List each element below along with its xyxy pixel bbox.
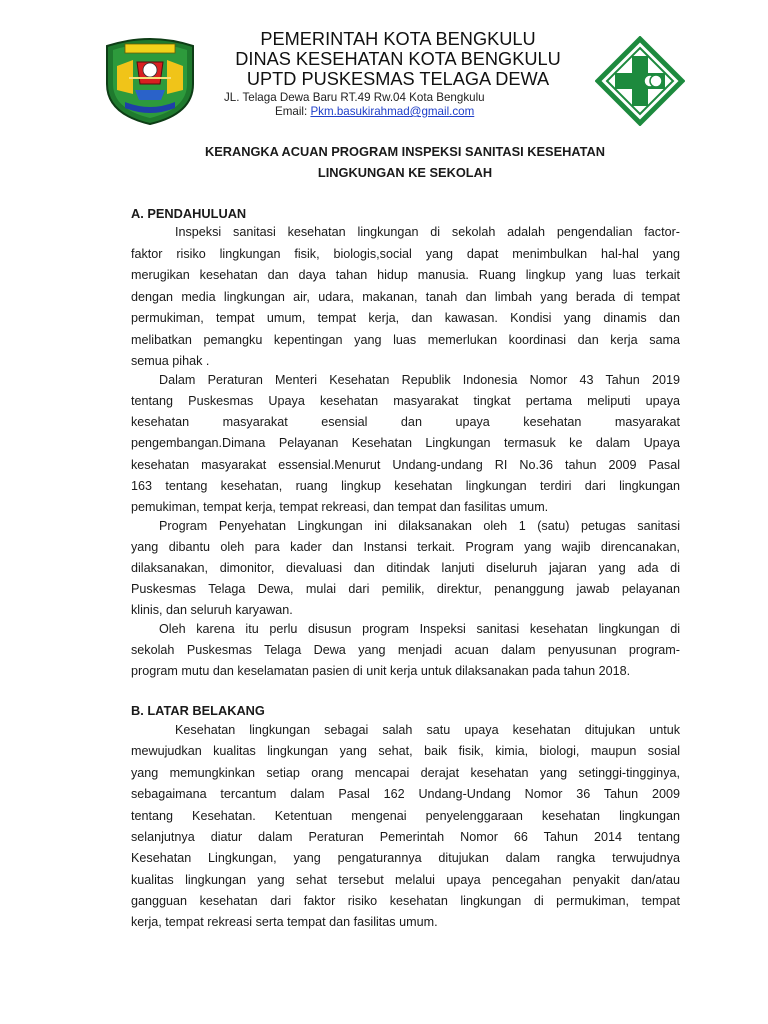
paragraph-line: mewujudkan kualitas lingkungan yang sehat, baik fisik, kimia, biologi, maupun sosial: [131, 744, 680, 758]
paragraph-line: yang memungkinkan setiap orang mencapai derajat kesehatan yang setinggi-tingginya,: [131, 766, 680, 780]
paragraph-line: pengembangan.Dimana Pelayanan Kesehatan Lingkungan termasuk ke dalam Upaya: [131, 436, 680, 450]
document-title-line2: LINGKUNGAN KE SEKOLAH: [317, 165, 493, 180]
paragraph-line: Dalam Peraturan Menteri Kesehatan Republik Indonesia Nomor 43 Tahun 2019: [159, 373, 680, 387]
section-heading-pendahuluan: A. PENDAHULUAN: [131, 206, 247, 221]
section-heading-latar-belakang: B. LATAR BELAKANG: [131, 703, 265, 718]
paragraph-line: yang dibantu oleh para kader dan Instansi terkait. Program yang wajib direncanakan,: [131, 540, 680, 554]
paragraph-line: pemukiman, tempat kerja, tempat rekreasi, dan tempat dan fasilitas umum.: [131, 500, 549, 514]
letterhead-puskesmas: UPTD PUSKESMAS TELAGA DEWA: [246, 69, 550, 89]
paragraph-line: selanjutnya diatur dalam Peraturan Pemerintah Nomor 66 Tahun 2014 tentang: [131, 830, 680, 844]
paragraph-line: merugikan kesehatan dan daya tahan hidup manusia. Ruang lingkup yang luas terkait: [131, 268, 680, 282]
paragraph-line: kerja, tempat rekreasi serta tempat dan fasilitas umum.: [131, 915, 438, 929]
paragraph-line: melibatkan pemangku kepentingan yang luas memerlukan koordinasi dan kerja sama: [131, 333, 680, 347]
paragraph-line: faktor risiko lingkungan fisik, biologis,social yang dapat menimbulkan hal-hal yang: [131, 247, 680, 261]
paragraph-line: tentang Kesehatan. Ketentuan mengenai penyelenggaraan kesehatan lingkungan: [131, 809, 680, 823]
puskesmas-cross-icon: [595, 36, 685, 126]
paragraph-line: dengan media lingkungan air, udara, makanan, tanah dan limbah yang berada di tempat: [131, 290, 680, 304]
email-label: Email:: [275, 105, 311, 118]
paragraph-line: kesehatan masyarakat esensial dan upaya kesehatan masyarakat: [131, 415, 680, 429]
letterhead-address: JL. Telaga Dewa Baru RT.49 Rw.04 Kota Bengkulu: [224, 91, 485, 104]
paragraph-line: Program Penyehatan Lingkungan ini dilaksanakan oleh 1 (satu) petugas sanitasi: [159, 519, 680, 533]
document-title-line1: KERANGKA ACUAN PROGRAM INSPEKSI SANITASI KESEHATAN: [204, 144, 606, 159]
email-link[interactable]: Pkm.basukirahmad@gmail.com: [310, 105, 475, 118]
paragraph-line: klinis, dan seluruh karyawan.: [131, 603, 293, 617]
letterhead-email-row: [275, 105, 474, 119]
paragraph-line: tentang Puskesmas Upaya kesehatan masyarakat tingkat pertama meliputi upaya: [131, 394, 680, 408]
paragraph-line: Puskesmas Telaga Dewa, mulai dari pemilik, direktur, penanggung jawab pelayanan: [131, 582, 680, 596]
paragraph-line: Kesehatan lingkungan sebagai salah satu upaya kesehatan ditujukan untuk: [175, 723, 680, 737]
paragraph-line: kesehatan masyarakat essensial.Menurut Undang-undang RI No.36 tahun 2009 Pasal: [131, 458, 680, 472]
paragraph-line: 163 tentang kesehatan, ruang lingkup kesehatan lingkungan terdiri dari lingkungan: [131, 479, 680, 493]
paragraph-line: sekolah Puskesmas Telaga Dewa yang menjadi acuan dalam penyusunan program-: [131, 643, 680, 657]
paragraph-line: dilaksanakan, dimonitor, dievaluasi dan ditindak lanjuti diseluruh jajaran yang ada di: [131, 561, 680, 575]
paragraph-line: Kesehatan Lingkungan, yang pengaturannya ditujukan dalam rangka terwujudnya: [131, 851, 680, 865]
paragraph-line: kualitas lingkungan yang sehat tersebut melalui upaya pencegahan penyakit dan/atau: [131, 873, 680, 887]
paragraph-line: permukiman, tempat umum, tempat kerja, dan kawasan. Kondisi yang dinamis dan: [131, 311, 680, 325]
paragraph-line: gangguan kesehatan dari faktor risiko kesehatan lingkungan di permukiman, tempat: [131, 894, 680, 908]
letterhead-government: PEMERINTAH KOTA BENGKULU: [260, 29, 536, 49]
paragraph-line: Inspeksi sanitasi kesehatan lingkungan di sekolah adalah pengendalian factor-: [175, 225, 680, 239]
paragraph-line: sebagaimana tercantum dalam Pasal 162 Undang-Undang Nomor 36 Tahun 2009: [131, 787, 680, 801]
letterhead-department: DINAS KESEHATAN KOTA BENGKULU: [235, 49, 561, 69]
paragraph-line: program mutu dan keselamatan pasien di unit kerja untuk dilaksanakan pada tahun 2018.: [131, 664, 631, 678]
paragraph-line: Oleh karena itu perlu disusun program Inspeksi sanitasi kesehatan lingkungan di: [159, 622, 680, 636]
kota-bengkulu-emblem-icon: [103, 34, 197, 126]
paragraph-line: semua pihak .: [131, 354, 210, 368]
